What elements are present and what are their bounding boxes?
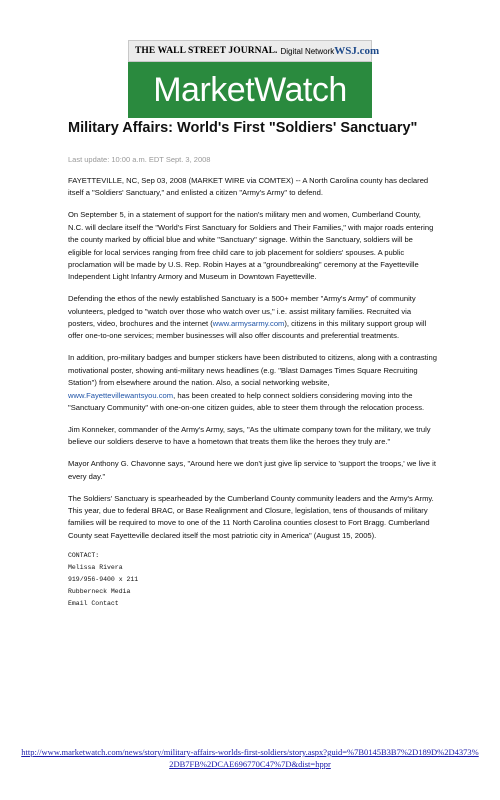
paragraph-4-text-end: , has been created to help connect soldiers considering moving into the "Sanctuary Community" with one-on-one citizen guides, able to steer them through the relocation process. — [68, 390, 425, 412]
contact-email[interactable]: Email Contact — [68, 600, 119, 608]
contact-company: Rubberneck Media — [68, 588, 131, 596]
paragraph-4-text-start: In addition, pro-military badges and bumper stickers have been distributed to citizens, along with a contrasting motivational poster, showing anti-military news headlines (e.g. "Blast Damages Times Square Recruiting Station") from elsewhere around the nation. Also, a social networking website, — [68, 353, 437, 388]
wsj-com-logo: WSJ.com — [334, 45, 380, 57]
article-paragraph-7: The Soldiers' Sanctuary is spearheaded by the Cumberland County community leaders and the Army's Army. This year, due to federal BRAC, or Base Realignment and Closure, legislation, tens of thousands of military families will be required to move to one of the 11 North Carolina counties closest to Fort Bragg. Cumberland County seat Fayetteville declared itself the most patriotic city in America" (August 15, 2005). — [68, 493, 434, 540]
contact-label: CONTACT: — [68, 552, 100, 560]
contact-name: Melissa Rivera — [68, 564, 123, 572]
wsj-logo: THE WALL STREET JOURNAL. — [135, 46, 278, 56]
marketwatch-logo: MarketWatch — [153, 70, 347, 109]
article-paragraph-4 — [68, 352, 438, 414]
article-paragraph-6: Mayor Anthony G. Chavonne says, "Around here we don't just give lip service to 'support the troops,' we live it every day." — [68, 459, 436, 481]
last-update-timestamp: Last update: 10:00 a.m. EDT Sept. 3, 2008 — [68, 155, 211, 164]
contact-block — [68, 550, 438, 610]
article-paragraph-2: On September 5, in a statement of support for the nation's military men and women, Cumberland County, N.C. will declare itself the "World's First Sanctuary for Soldiers and Their Families," with major roads entering the county marked by official blue and white "Sanctuary" signage. Within the Sanctuary, soldiers will be eligible for local services ranging from free child care to job placement for soldiers' spouses. A public proclamation will be made by U.S. Rep. Robin Hayes at a "groundbreaking" ceremony at the Fayetteville Independent Light Infantry Armory and Museum in Downtown Fayetteville. — [68, 210, 434, 282]
wsj-network-label: Digital Network — [280, 46, 335, 56]
wsj-network-bar — [128, 40, 380, 62]
article-paragraph-1: FAYETTEVILLE, NC, Sep 03, 2008 (MARKET WIRE via COMTEX) -- A North Carolina county has declared itself a "Soldiers' Sanctuary," and enlisted a citizen "Army's Army" to defend. — [68, 176, 429, 198]
masthead — [128, 40, 380, 118]
paragraph-3-text-end: ), citizens in this military support group will offer one-to-one services; member businesses will also offer discounts and preferential treatments. — [68, 319, 427, 341]
source-url-link[interactable]: http://www.marketwatch.com/news/story/military-affairs-worlds-first-soldiers/story.aspx?guid=%7B0145B3B7%2D189D%2D4373%2DB7FB%2DCAE696770C47%7D&dist=hppr — [21, 747, 479, 769]
marketwatch-logo-bar — [128, 62, 372, 118]
article-paragraph-3 — [68, 293, 438, 343]
article-body — [68, 118, 438, 610]
article-paragraph-5: Jim Konneker, commander of the Army's Army, says, "As the ultimate company town for the military, we truly believe our soldiers deserve to have a hometown that treats them like the heroes they truly are." — [68, 424, 431, 447]
contact-phone: 919/956-9400 x 211 — [68, 576, 139, 584]
fayettevillewantsyou-link[interactable]: www.Fayettevillewantsyou.com — [68, 390, 174, 400]
article-headline: Military Affairs: World's First "Soldiers' Sanctuary" — [68, 120, 418, 136]
paragraph-3-text-start: Defending the ethos of the newly established Sanctuary is a 500+ member "Army's Army" of community volunteers, pledged to "watch over those who watch over us," i.e. assist military families. Recruited via posters, video, brochures and the internet ( — [68, 294, 416, 329]
armysarmy-link[interactable]: www.armysarmy.com — [212, 319, 285, 329]
